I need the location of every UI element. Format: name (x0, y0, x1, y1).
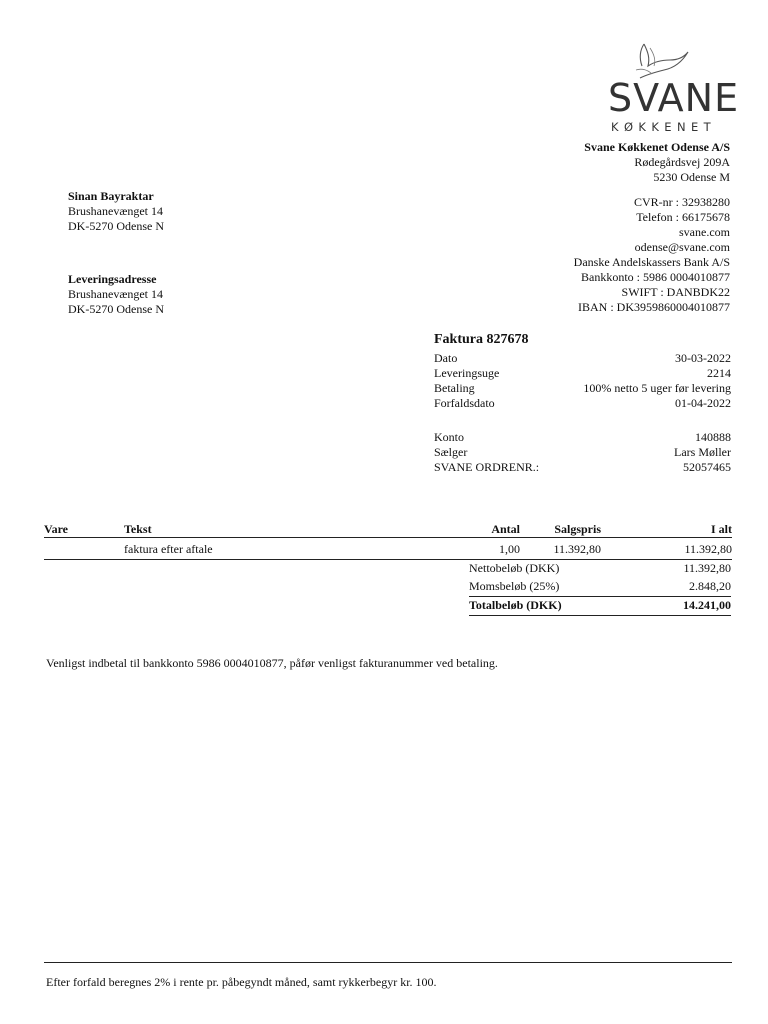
svane-logo (608, 40, 740, 134)
company-phone: Telefon : 66175678 (636, 210, 730, 224)
invoice-row-delivery-week (434, 366, 731, 381)
invoice-label: Konto (434, 430, 464, 444)
header-i-alt: I alt (711, 522, 732, 536)
customer-city: DK-5270 Odense N (68, 219, 164, 233)
company-cvr: CVR-nr : 32938280 (634, 195, 730, 209)
line-items-table (44, 521, 732, 560)
invoice-value: 01-04-2022 (675, 396, 731, 410)
invoice-value: 30-03-2022 (675, 351, 731, 365)
invoice-label: SVANE ORDRENR.: (434, 460, 540, 474)
footer-divider (44, 962, 732, 963)
logo-subtitle: KØKKENET (611, 120, 717, 134)
company-street: Rødegårdsvej 209A (634, 155, 730, 169)
invoice-row-order-number (434, 460, 731, 475)
invoice-value: 100% netto 5 uger før levering (583, 381, 731, 395)
company-info (470, 140, 730, 315)
company-email: odense@svane.com (634, 240, 730, 254)
invoice-details (434, 331, 731, 475)
company-iban: IBAN : DK3959860004010877 (578, 300, 730, 314)
payment-note: Venligst indbetal til bankkonto 5986 0004010877, påfør venligst fakturanummer ved betaling. (46, 656, 498, 670)
footer-terms: Efter forfald beregnes 2% i rente pr. påbegyndt måned, samt rykkerbegyr kr. 100. (46, 975, 437, 989)
net-amount-value: 11.392,80 (683, 561, 731, 575)
cell-tekst: faktura efter aftale (124, 542, 213, 556)
header-antal: Antal (491, 522, 520, 536)
invoice-title: Faktura 827678 (434, 332, 529, 347)
customer-address (68, 189, 368, 234)
invoice-label: Betaling (434, 381, 475, 395)
cell-i-alt: 11.392,80 (684, 542, 732, 556)
invoice-value: Lars Møller (674, 445, 731, 459)
company-bank: Danske Andelskassers Bank A/S (573, 255, 730, 269)
vat-amount-label: Momsbeløb (25%) (469, 579, 560, 593)
header-vare: Vare (44, 522, 68, 536)
totals-block (469, 560, 731, 616)
invoice-row-date (434, 351, 731, 366)
company-swift: SWIFT : DANBDK22 (621, 285, 730, 299)
invoice-row-account (434, 430, 731, 445)
invoice-row-payment (434, 381, 731, 396)
company-web: svane.com (679, 225, 730, 239)
invoice-value: 2214 (707, 366, 731, 380)
net-amount-row (469, 560, 731, 578)
cell-antal: 1,00 (499, 542, 520, 556)
total-amount-row (469, 596, 731, 616)
delivery-street: Brushanevænget 14 (68, 287, 163, 301)
invoice-value: 140888 (695, 430, 731, 444)
company-name: Svane Køkkenet Odense A/S (584, 140, 730, 154)
delivery-address (68, 272, 368, 317)
invoice-row-seller (434, 445, 731, 460)
logo-wordmark: SVANE (608, 76, 740, 120)
net-amount-label: Nettobeløb (DKK) (469, 561, 560, 575)
cell-salgspris: 11.392,80 (553, 542, 601, 556)
delivery-city: DK-5270 Odense N (68, 302, 164, 316)
company-bank-account: Bankkonto : 5986 0004010877 (581, 270, 730, 284)
header-tekst: Tekst (124, 522, 152, 536)
table-header (44, 521, 732, 538)
vat-amount-value: 2.848,20 (689, 579, 731, 593)
invoice-label: Sælger (434, 445, 468, 459)
customer-street: Brushanevænget 14 (68, 204, 163, 218)
table-row (44, 538, 732, 560)
delivery-heading: Leveringsadresse (68, 272, 157, 286)
total-amount-label: Totalbeløb (DKK) (469, 598, 562, 612)
invoice-label: Forfaldsdato (434, 396, 495, 410)
customer-name: Sinan Bayraktar (68, 189, 154, 203)
vat-amount-row (469, 578, 731, 596)
header-salgspris: Salgspris (554, 522, 601, 536)
invoice-value: 52057465 (683, 460, 731, 474)
invoice-row-due-date (434, 396, 731, 411)
total-amount-value: 14.241,00 (683, 598, 731, 612)
company-city: 5230 Odense M (653, 170, 730, 184)
invoice-label: Dato (434, 351, 458, 365)
invoice-label: Leveringsuge (434, 366, 500, 380)
